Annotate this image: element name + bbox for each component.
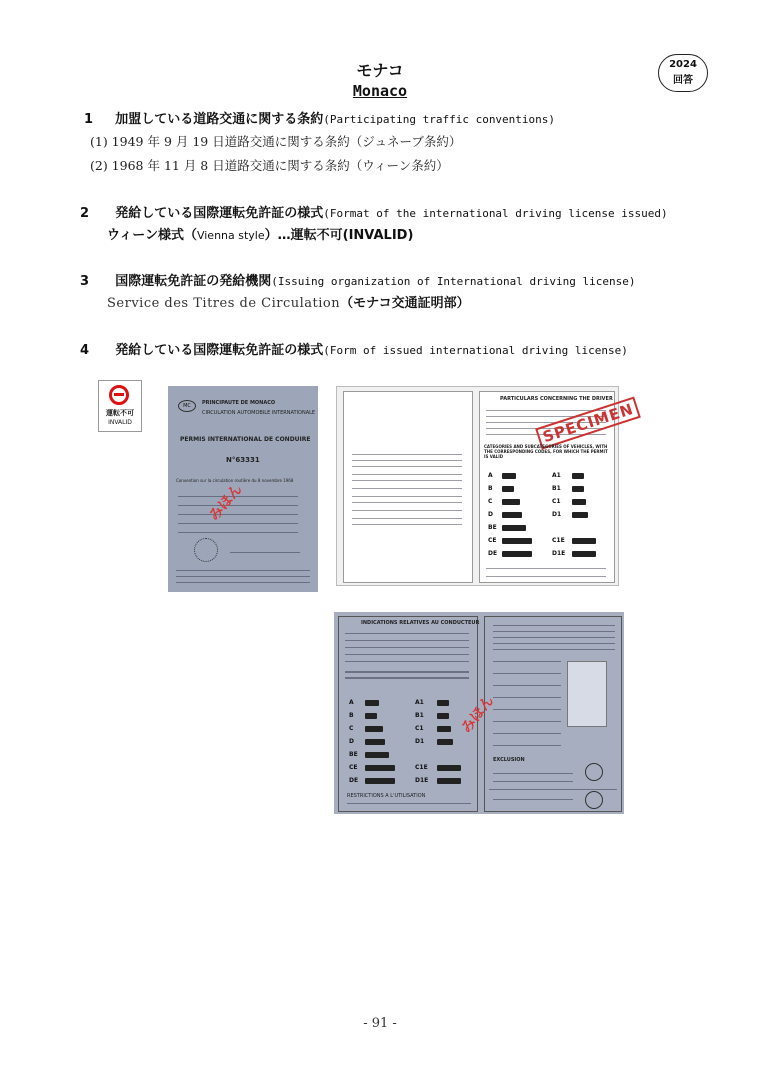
invalid-label-ja: 運転不可 bbox=[106, 409, 134, 417]
truck-trailer-icon bbox=[572, 538, 596, 544]
cat-right: B1 bbox=[415, 712, 424, 719]
heading-ja: 発給している国際運転免許証の様式 bbox=[115, 343, 324, 358]
section-number: 2 bbox=[80, 206, 90, 221]
inner-left-title: INDICATIONS RELATIVES AU CONDUCTEUR bbox=[361, 620, 480, 626]
heading-en: (Form of issued international driving license) bbox=[323, 344, 628, 357]
format-line bbox=[107, 224, 413, 243]
issuing-org-fr: Service des Titres de Circulation bbox=[107, 296, 341, 311]
cat-left: A bbox=[349, 699, 354, 706]
year-badge bbox=[658, 54, 708, 92]
bus-icon bbox=[502, 512, 522, 518]
truck-trailer-icon bbox=[502, 538, 532, 544]
truck-icon bbox=[572, 499, 586, 505]
cat-left: BE bbox=[488, 524, 497, 531]
format-invalid: ）…運転不可(INVALID) bbox=[264, 228, 414, 243]
car-icon bbox=[437, 713, 449, 719]
restrictions-label: RESTRICTIONS A L'UTILISATION bbox=[347, 793, 426, 799]
format-style-en: Vienna style bbox=[196, 229, 265, 242]
cover-title: PERMIS INTERNATIONAL DE CONDUIRE bbox=[180, 436, 311, 443]
heading-en: (Participating traffic conventions) bbox=[323, 113, 556, 126]
section-number: 4 bbox=[80, 343, 90, 358]
cover-convention: Convention sur la circulation routière du 8 novembre 1968 bbox=[176, 478, 294, 483]
cat-left: CE bbox=[488, 537, 497, 544]
bus-trailer-icon bbox=[365, 778, 395, 784]
truck-trailer-icon bbox=[365, 765, 395, 771]
section-number: 1 bbox=[84, 112, 94, 127]
cat-left: D bbox=[488, 511, 493, 518]
invalid-badge bbox=[98, 380, 142, 432]
car-icon bbox=[365, 713, 377, 719]
page-title-en: Monaco bbox=[352, 82, 408, 100]
car-trailer-icon bbox=[502, 525, 526, 531]
car-icon bbox=[502, 486, 514, 492]
mihon-stamp: みほん bbox=[206, 481, 246, 524]
mc-oval-icon: MC bbox=[178, 400, 196, 412]
cat-right: C1 bbox=[415, 725, 424, 732]
cat-left: C bbox=[488, 498, 493, 505]
cat-right: D1E bbox=[552, 550, 566, 557]
permit-open-image bbox=[336, 386, 636, 586]
bus-trailer-icon bbox=[572, 551, 596, 557]
car-trailer-icon bbox=[365, 752, 389, 758]
inner-left-page bbox=[338, 616, 478, 812]
motorcycle-icon bbox=[502, 473, 516, 479]
cat-right: D1E bbox=[415, 777, 429, 784]
section-1-heading bbox=[84, 108, 555, 127]
cat-right: A1 bbox=[415, 699, 424, 706]
cat-right: D1 bbox=[552, 511, 562, 518]
no-entry-icon bbox=[109, 385, 129, 405]
cat-right: C1 bbox=[552, 498, 561, 505]
seal-circle-icon bbox=[194, 538, 218, 562]
mihon-stamp: みほん bbox=[458, 693, 498, 737]
cover-number: N°63331 bbox=[226, 456, 260, 464]
page-number: - 91 - bbox=[363, 1016, 397, 1031]
bus-icon bbox=[365, 739, 385, 745]
specimen-stamp: SPECIMEN bbox=[535, 396, 641, 449]
heading-en: (Format of the international driving license issued) bbox=[323, 207, 668, 220]
cat-left: A bbox=[488, 472, 493, 479]
convention-item-1: (1) 1949 年 9 月 19 日道路交通に関する条約（ジュネーブ条約） bbox=[90, 134, 462, 149]
motorcycle-icon bbox=[572, 473, 584, 479]
format-style-ja: ウィーン様式（ bbox=[107, 228, 197, 243]
seal-circle-icon bbox=[585, 791, 603, 809]
right-page-title: PARTICULARS CONCERNING THE DRIVER bbox=[500, 396, 613, 402]
cat-right: C1E bbox=[415, 764, 428, 771]
truck-icon bbox=[437, 726, 451, 732]
cat-left: D bbox=[349, 738, 354, 745]
motorcycle-icon bbox=[437, 700, 449, 706]
cat-left: BE bbox=[349, 751, 358, 758]
cat-right: A1 bbox=[552, 472, 561, 479]
permit-cover-image bbox=[168, 386, 318, 592]
invalid-label-en: INVALID bbox=[108, 419, 132, 426]
car-icon bbox=[572, 486, 584, 492]
convention-item-2: (2) 1968 年 11 月 8 日道路交通に関する条約（ウィーン条約） bbox=[90, 158, 449, 173]
bus-trailer-icon bbox=[502, 551, 532, 557]
cat-left: CE bbox=[349, 764, 358, 771]
cat-left: C bbox=[349, 725, 354, 732]
page-title-ja: モナコ bbox=[356, 61, 404, 80]
heading-ja: 加盟している道路交通に関する条約 bbox=[115, 112, 324, 127]
bus-icon bbox=[437, 739, 453, 745]
categories-title: CATEGORIES AND SUBCATEGORIES OF VEHICLES, WITH THE CORRESPONDING CODES, FOR WHICH THE PERMIT IS VALID bbox=[484, 444, 608, 459]
section-2-heading bbox=[80, 202, 668, 221]
issuing-org-line bbox=[107, 292, 470, 311]
truck-icon bbox=[502, 499, 520, 505]
cat-right: B1 bbox=[552, 485, 561, 492]
cat-left: B bbox=[349, 712, 354, 719]
right-page bbox=[479, 391, 636, 583]
issuing-org-ja: （モナコ交通証明部） bbox=[340, 296, 470, 311]
heading-ja: 発給している国際運転免許証の様式 bbox=[115, 206, 324, 221]
cat-left: DE bbox=[488, 550, 498, 557]
photo-placeholder bbox=[567, 661, 607, 727]
motorcycle-icon bbox=[365, 700, 379, 706]
heading-en: (Issuing organization of International driving license) bbox=[271, 275, 636, 288]
bus-icon bbox=[572, 512, 588, 518]
badge-label: 回答 bbox=[673, 75, 693, 86]
section-4-heading bbox=[80, 339, 628, 358]
truck-icon bbox=[365, 726, 383, 732]
permit-inner-image bbox=[334, 612, 624, 814]
section-3-heading bbox=[80, 270, 636, 289]
seal-circle-icon bbox=[585, 763, 603, 781]
cover-line-2: CIRCULATION AUTOMOBILE INTERNATIONALE bbox=[202, 410, 316, 416]
truck-trailer-icon bbox=[437, 765, 461, 771]
heading-ja: 国際運転免許証の発給機関 bbox=[115, 274, 272, 289]
inner-right-page bbox=[484, 616, 622, 812]
left-page bbox=[343, 391, 473, 583]
cat-right: C1E bbox=[552, 537, 565, 544]
cat-right: D1 bbox=[415, 738, 425, 745]
badge-year: 2024 bbox=[669, 59, 697, 70]
cover-line-1: PRINCIPAUTE DE MONACO bbox=[202, 400, 276, 406]
section-number: 3 bbox=[80, 274, 90, 289]
exclusion-label: EXCLUSION bbox=[493, 757, 525, 763]
cat-left: DE bbox=[349, 777, 359, 784]
bus-trailer-icon bbox=[437, 778, 461, 784]
cat-left: B bbox=[488, 485, 493, 492]
